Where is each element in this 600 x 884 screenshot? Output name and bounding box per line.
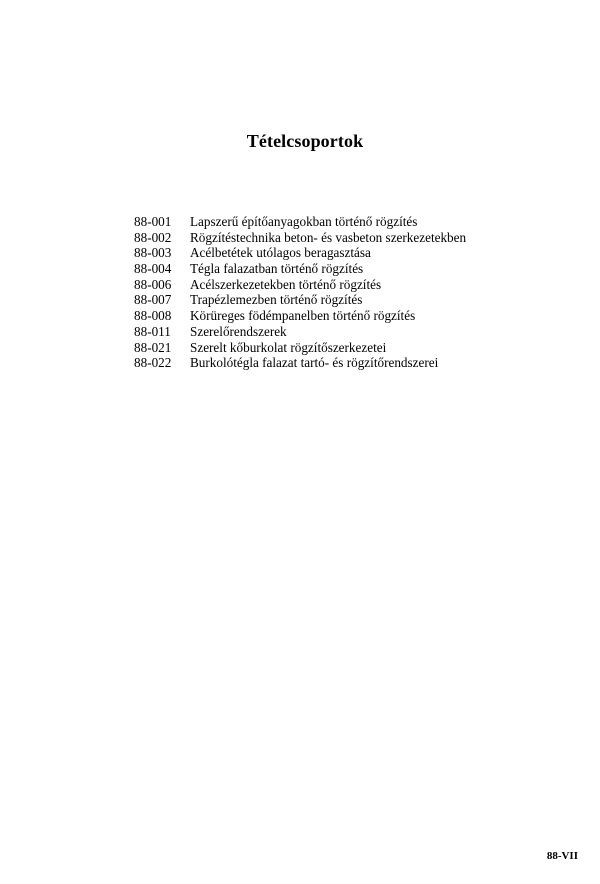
- list-item: [134, 292, 574, 308]
- group-code: 88-006: [134, 276, 172, 292]
- group-label: Szerelt kőburkolat rögzítőszerkezetei: [190, 339, 387, 355]
- group-code: 88-001: [134, 214, 172, 229]
- page-number: 88-VII: [546, 850, 578, 862]
- group-code: 88-002: [134, 229, 172, 245]
- group-code: 88-021: [134, 339, 172, 355]
- list-item: [134, 230, 574, 246]
- list-item: [134, 245, 574, 261]
- list-item: [134, 324, 574, 340]
- list-item: [134, 355, 574, 371]
- group-code: 88-003: [134, 245, 172, 261]
- list-item: [134, 308, 574, 324]
- group-label: Rögzítéstechnika beton- és vasbeton szerkezetekben: [190, 229, 467, 245]
- group-label: Lapszerű építőanyagokban történő rögzítés: [190, 214, 418, 229]
- list-item: [134, 277, 574, 293]
- group-label: Acélszerkezetekben történő rögzítés: [190, 276, 382, 292]
- group-code: 88-008: [134, 308, 172, 324]
- group-label: Szerelőrendszerek: [190, 323, 287, 339]
- group-label: Körüreges födémpanelben történő rögzítés: [190, 308, 416, 324]
- group-code: 88-022: [134, 355, 172, 371]
- list-item: [134, 214, 574, 230]
- group-code: 88-007: [134, 292, 172, 308]
- group-label: Trapézlemezben történő rögzítés: [190, 292, 363, 308]
- group-list: [134, 214, 574, 371]
- group-label: Burkolótégla falazat tartó- és rögzítőrendszerei: [190, 355, 439, 371]
- group-label: Tégla falazatban történő rögzítés: [190, 261, 364, 277]
- list-item: [134, 261, 574, 277]
- page-title: Tételcsoportok: [246, 131, 364, 151]
- group-code: 88-011: [134, 323, 171, 339]
- group-label: Acélbetétek utólagos beragasztása: [190, 245, 371, 261]
- group-code: 88-004: [134, 261, 172, 277]
- list-item: [134, 340, 574, 356]
